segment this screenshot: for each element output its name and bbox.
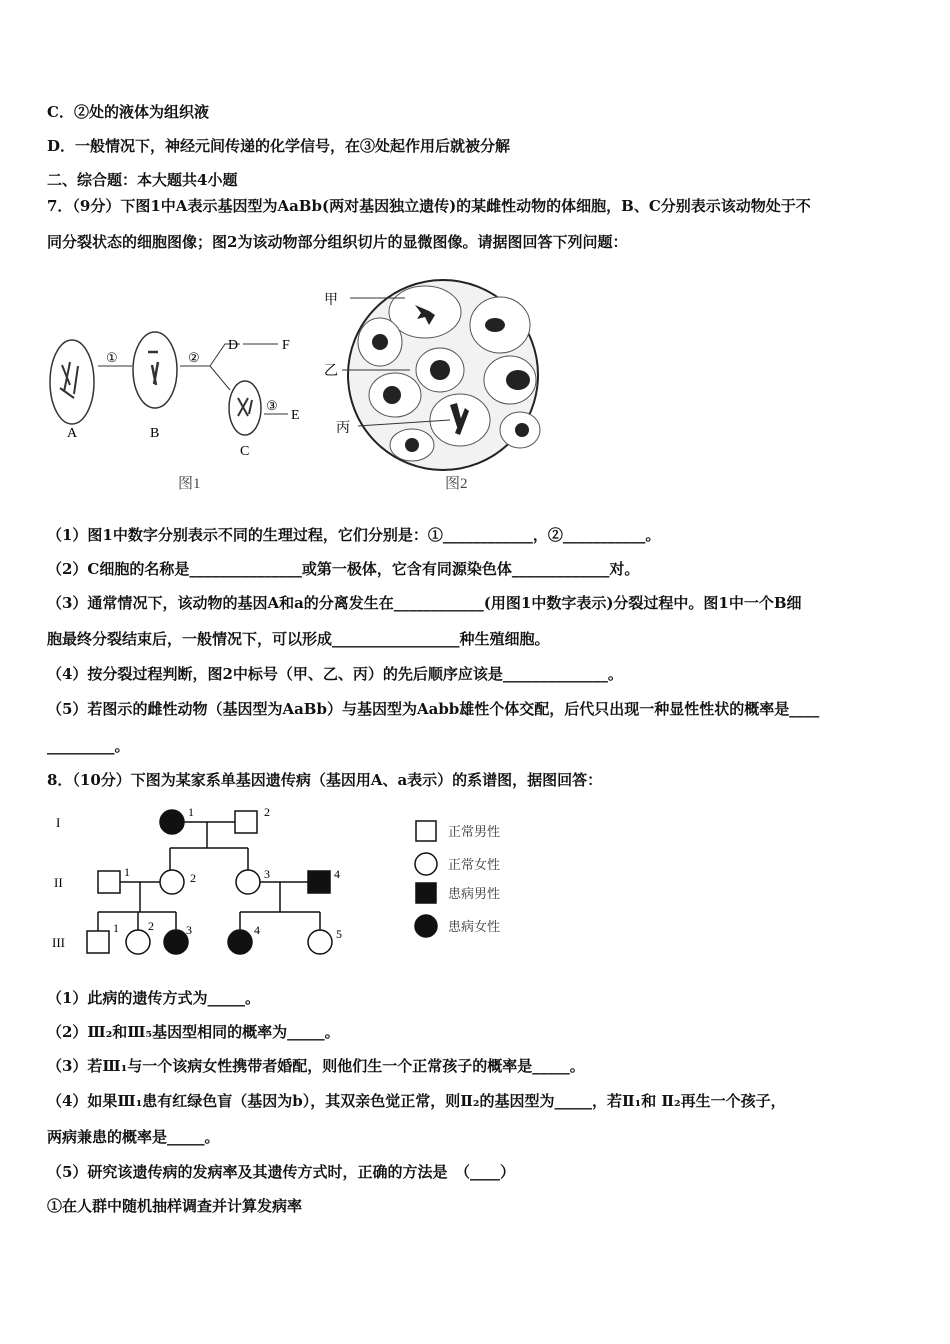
q8-sub3: （3）若Ⅲ₁与一个该病女性携带者婚配，则他们生一个正常孩子的概率是_____。	[47, 1057, 585, 1075]
q7-sub5-1: （5）若图示的雌性动物（基因型为AaBb）与基因型为Aabb雄性个体交配，后代只出现一种显性性状的概率是____	[47, 700, 820, 718]
num-ii4: 4	[334, 867, 340, 881]
label-d: D	[228, 338, 239, 353]
figure-2-caption: 图2	[445, 476, 468, 492]
q8-sub4-2: 两病兼患的概率是_____。	[47, 1128, 220, 1146]
pedigree-lines	[98, 822, 320, 932]
chromosomes-c	[238, 398, 252, 416]
i2-normal-male	[235, 811, 257, 833]
cell-a	[50, 340, 94, 424]
num-i1: 1	[188, 805, 194, 819]
ii3-normal-female	[236, 870, 260, 894]
gen-1-label: I	[56, 815, 61, 830]
chromosomes-a	[60, 362, 78, 398]
num-iii5: 5	[336, 927, 342, 941]
q8-option-1: ①在人群中随机抽样调查并计算发病率	[47, 1197, 303, 1215]
q7-stem-1: 7．（9分）下图1中A表示基因型为AaBb(两对基因独立遗传)的某雌性动物的体细胞，B、C分别表示该动物处于不	[47, 197, 811, 215]
num-iii4: 4	[254, 923, 260, 937]
cell-c	[229, 381, 261, 435]
q7-sub3-2: 胞最终分裂结束后，一般情况下，可以形成_________________种生殖细胞。	[47, 630, 550, 648]
legend-affected-female: 患病女性	[448, 919, 501, 934]
cell-b	[133, 332, 177, 408]
q8-sub4-1: （4）如果Ⅲ₁患有红绿色盲（基因为b），其双亲色觉正常，则Ⅱ₂的基因型为_____，若Ⅱ₁和 Ⅱ₂再生一个孩子，	[47, 1092, 786, 1110]
label-b: B	[150, 426, 160, 441]
q7-sub4: （4）按分裂过程判断，图2中标号（甲、乙、丙）的先后顺序应该是______________。	[47, 665, 623, 683]
iii3-affected-female	[164, 930, 188, 954]
num-iii3: 3	[186, 923, 192, 937]
figure-1-caption: 图1	[178, 476, 201, 492]
ii1-normal-male	[98, 871, 120, 893]
pedigree-chart	[40, 800, 540, 970]
num-iii2: 2	[148, 919, 154, 933]
label-jia: 甲	[324, 293, 338, 308]
ii2-normal-female	[160, 870, 184, 894]
legend-normal-female: 正常女性	[448, 857, 501, 872]
q8-sub1: （1）此病的遗传方式为_____。	[47, 989, 260, 1007]
figure-2	[324, 280, 540, 492]
gen-3-label: III	[52, 935, 65, 950]
q8-sub2: （2）Ⅲ₂和Ⅲ₅基因型相同的概率为_____。	[47, 1023, 340, 1041]
i1-affected-female	[160, 810, 184, 834]
ii4-affected-male	[308, 871, 330, 893]
step-2: ②	[188, 350, 200, 365]
section-heading: 二、综合题：本大题共4小题	[47, 171, 238, 189]
label-f: F	[282, 338, 290, 353]
step-1: ①	[106, 350, 118, 365]
q7-sub5-2: _________。	[47, 737, 130, 755]
iii1-normal-male	[87, 931, 109, 953]
num-iii1: 1	[113, 921, 119, 935]
num-ii3: 3	[264, 867, 270, 881]
q8-sub5: （5）研究该遗传病的发病率及其遗传方式时，正确的方法是 （____）	[47, 1163, 515, 1181]
q7-figures	[40, 270, 560, 500]
option-d: D．一般情况下，神经元间传递的化学信号，在③处起作用后就被分解	[47, 137, 511, 155]
num-i2: 2	[264, 805, 270, 819]
label-a: A	[67, 426, 78, 441]
label-e: E	[291, 408, 300, 423]
figure-1	[50, 332, 300, 492]
label-bing: 丙	[336, 421, 350, 436]
option-c: C．②处的液体为组织液	[47, 103, 209, 121]
q7-sub2: （2）C细胞的名称是_______________或第一极体，它含有同源染色体_____________对。	[47, 560, 640, 578]
chromosomes-b	[148, 352, 158, 385]
num-ii2: 2	[190, 871, 196, 885]
num-ii1: 1	[124, 865, 130, 879]
q7-sub1: （1）图1中数字分别表示不同的生理过程，它们分别是：①____________，②___________。	[47, 526, 661, 544]
q7-stem-2: 同分裂状态的细胞图像；图2为该动物部分组织切片的显微图像。请据图回答下列问题：	[47, 233, 628, 251]
label-yi: 乙	[324, 364, 338, 379]
legend-affected-male: 患病男性	[448, 886, 501, 901]
label-c: C	[240, 444, 250, 459]
q8-stem: 8．（10分）下图为某家系单基因遗传病（基因用A、a表示）的系谱图，据图回答：	[47, 771, 603, 789]
pedigree-legend	[415, 821, 437, 937]
legend-normal-male: 正常男性	[448, 824, 501, 839]
gen-2-label: II	[54, 875, 63, 890]
iii2-normal-female	[126, 930, 150, 954]
iii5-normal-female	[308, 930, 332, 954]
iii4-affected-female	[228, 930, 252, 954]
q7-sub3-1: （3）通常情况下，该动物的基因A和a的分离发生在____________(用图1中数字表示)分裂过程中。图1中一个B细	[47, 594, 802, 612]
step-3: ③	[266, 398, 278, 413]
